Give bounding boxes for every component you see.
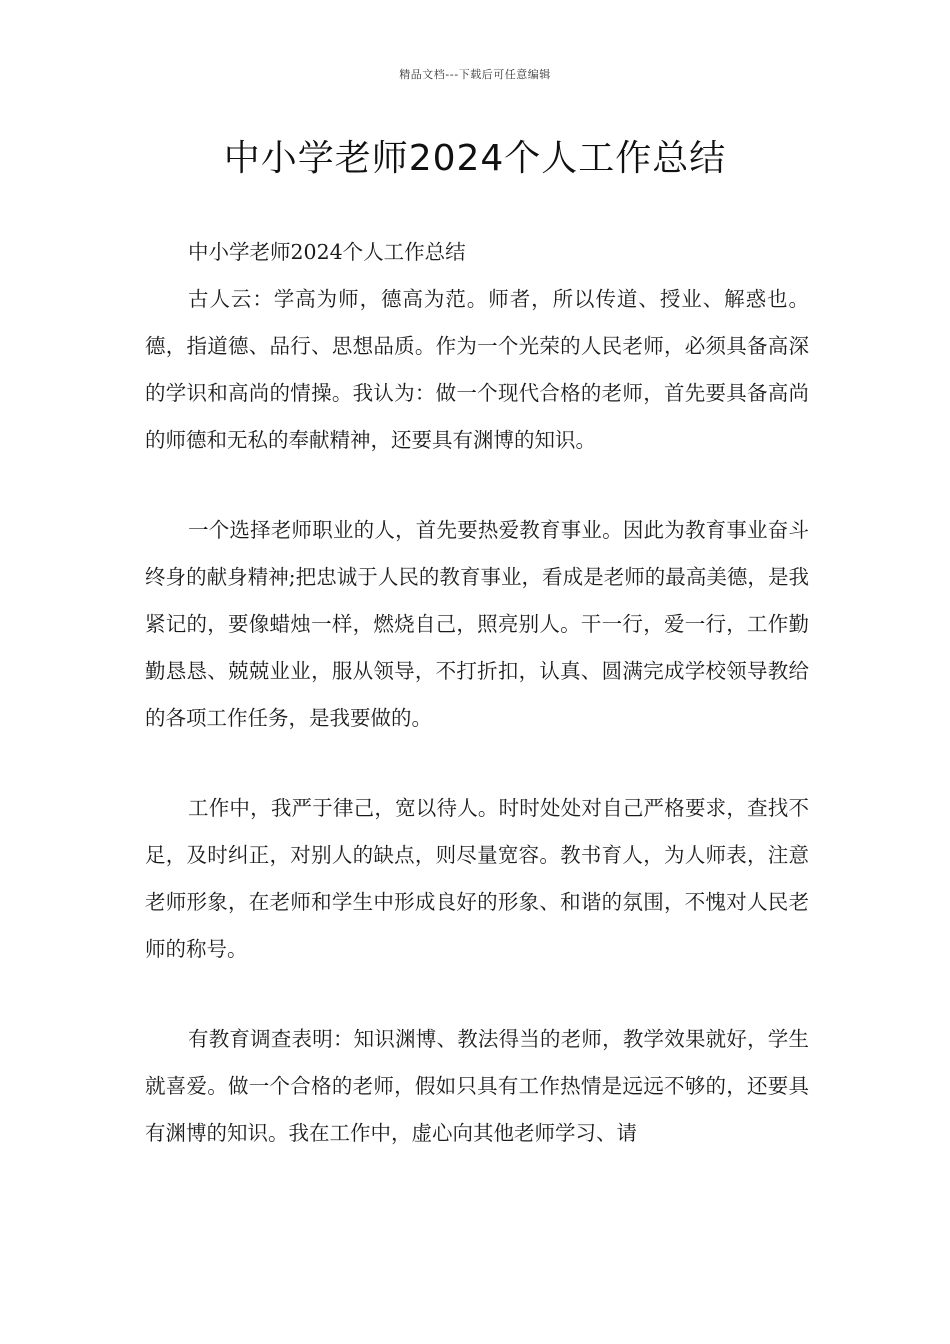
document-title: 中小学老师2024个人工作总结 xyxy=(223,138,727,179)
paragraph-3: 工作中，我严于律己，宽以待人。时时处处对自己严格要求，查找不足，及时纠正，对别人的缺点，则尽量宽容。教书育人，为人师表，注意老师形象，在老师和学生中形成良好的形象、和谐的氛围，不愧对人民老师的称号。 xyxy=(145,796,809,961)
paragraph-2: 一个选择老师职业的人，首先要热爱教育事业。因此为教育事业奋斗终身的献身精神;把忠诚于人民的教育事业，看成是老师的最高美德，是我紧记的，要像蜡烛一样，燃烧自己，照亮别人。干一行，爱一行，工作勤勤恳恳、兢兢业业，服从领导，不打折扣，认真、圆满完成学校领导教给的各项工作任务，是我要做的。 xyxy=(145,518,809,730)
header-note: 精品文档---下载后可任意编辑 xyxy=(399,68,551,81)
paragraph-4: 有教育调查表明：知识渊博、教法得当的老师，教学效果就好，学生就喜爱。做一个合格的老师，假如只具有工作热情是远远不够的，还要具有渊博的知识。我在工作中，虚心向其他老师学习、请 xyxy=(145,1027,809,1145)
document-body xyxy=(145,229,809,1157)
paragraph-subtitle: 中小学老师2024个人工作总结 xyxy=(188,240,466,264)
paragraph-1: 古人云：学高为师，德高为范。师者，所以传道、授业、解惑也。德，指道德、品行、思想品质。作为一个光荣的人民老师，必须具备高深的学识和高尚的情操。我认为：做一个现代合格的老师，首先要具备高尚的师德和无私的奉献精神，还要具有渊博的知识。 xyxy=(145,287,809,452)
